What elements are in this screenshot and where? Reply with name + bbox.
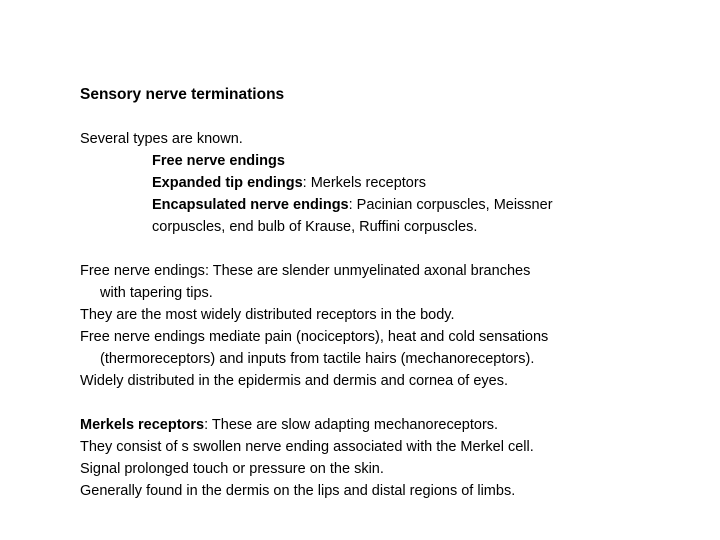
merkels-term: Merkels receptors — [80, 417, 205, 433]
type-item-free — [80, 150, 700, 172]
slide-content — [80, 84, 700, 524]
type-desc-expanded: : Merkels receptors — [302, 175, 426, 191]
merkels-line-3: Signal prolonged touch or pressure on the skin. — [80, 461, 384, 477]
types-intro: Several types are known. — [80, 131, 243, 147]
type-desc-encapsulated-1: : Pacinian corpuscles, Meissner — [348, 197, 553, 213]
merkels-section — [80, 414, 700, 502]
merkels-line-1 — [80, 414, 700, 436]
type-item-expanded — [80, 172, 700, 194]
merkels-line-2: They consist of s swollen nerve ending associated with the Merkel cell. — [80, 439, 534, 455]
free-endings-line-5: (thermoreceptors) and inputs from tactile hairs (mechanoreceptors). — [100, 351, 535, 367]
types-section — [80, 128, 700, 238]
free-endings-line-1-rest: : These are slender unmyelinated axonal branches — [204, 263, 531, 279]
free-endings-section — [80, 260, 700, 392]
free-endings-line-3: They are the most widely distributed receptors in the body. — [80, 307, 455, 323]
merkels-line-4: Generally found in the dermis on the lips and distal regions of limbs. — [80, 483, 516, 499]
merkels-line-1-rest: : These are slow adapting mechanoreceptors. — [204, 417, 499, 433]
type-term-expanded: Expanded tip endings — [152, 175, 303, 191]
free-endings-line-6: Widely distributed in the epidermis and dermis and cornea of eyes. — [80, 373, 508, 389]
free-endings-line-4: Free nerve endings mediate pain (nociceptors), heat and cold sensations — [80, 329, 549, 345]
slide-title: Sensory nerve terminations — [80, 86, 285, 103]
type-desc-encapsulated-2: corpuscles, end bulb of Krause, Ruffini corpuscles. — [152, 219, 478, 235]
type-item-encapsulated — [80, 194, 700, 216]
free-endings-line-2: with tapering tips. — [100, 285, 213, 301]
free-endings-term: Free nerve endings — [80, 263, 205, 279]
type-term-free: Free nerve endings — [152, 153, 285, 169]
free-endings-line-1 — [80, 260, 700, 282]
type-term-encapsulated: Encapsulated nerve endings — [152, 197, 349, 213]
